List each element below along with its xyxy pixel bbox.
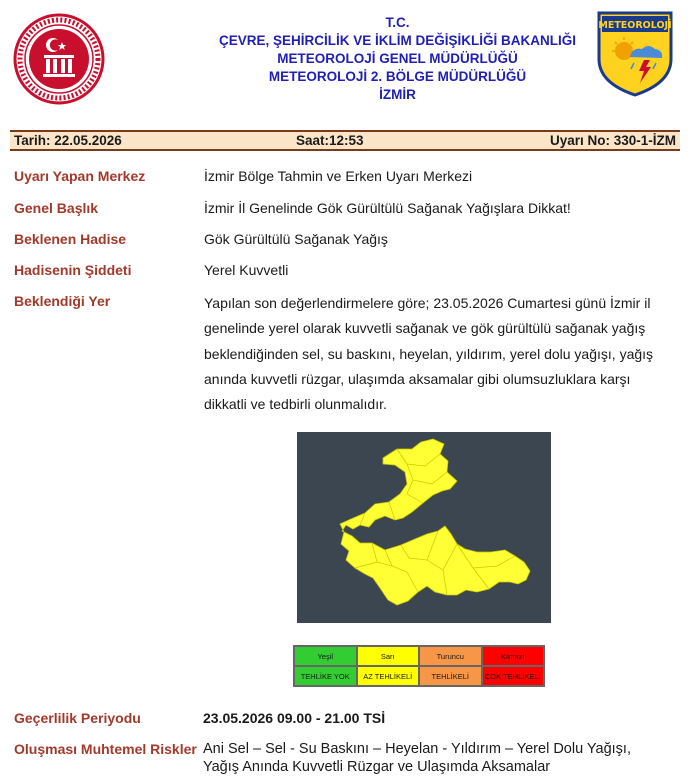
paragraph-line: genelinde yerel olarak kuvvetli sağanak ve gök gürültülü sağanak yağış — [204, 320, 646, 337]
document-header — [150, 14, 645, 104]
izmir-warning-map — [297, 432, 551, 623]
validity-period-value: 23.05.2026 09.00 - 21.00 TSİ — [203, 710, 386, 726]
paragraph-line: dikkatli ve tedbirli olunmalıdır. — [204, 396, 387, 413]
risk-line: Yağış Anında Kuvvetli Rüzgar ve Ulaşımda Aksamalar — [203, 759, 551, 775]
izmir-province-shape — [340, 439, 530, 605]
ministry-seal-logo — [13, 13, 105, 105]
paragraph-line: beklendiğinden sel, su baskını, heyelan, yıldırım, yerel dolu yağışı, yağış — [204, 345, 654, 362]
header-line-directorate: METEOROLOJİ GENEL MÜDÜRLÜĞÜ — [277, 51, 518, 66]
header-line-ministry: ÇEVRE, ŞEHİRCİLİK VE İKLİM DEĞİŞİKLİĞİ BAKANLIĞI — [218, 33, 577, 48]
legend-yellow-desc: AZ TEHLİKELİ — [357, 666, 420, 686]
warning-time: Saat:12:53 — [296, 133, 364, 148]
field-value: Yerel Kuvvetli — [204, 262, 289, 278]
paragraph-line: Yapılan son değerlendirmelere göre; 23.05.2026 Cumartesi günü İzmir il — [204, 295, 651, 311]
paragraph-line: anında kuvvetli rüzgar, ulaşımda aksamalar gibi olumsuzluklara karşı — [204, 370, 631, 387]
header-line-city: İZMİR — [379, 87, 416, 102]
legend-red-name: Kırmızı — [482, 646, 545, 666]
legend-orange-name: Turuncu — [419, 646, 482, 666]
validity-period-label: Geçerlilik Periyodu — [14, 710, 141, 726]
legend-green-name: Yeşil — [294, 646, 357, 666]
meteoroloji-logo-text: METEOROLOJİ — [598, 20, 672, 31]
header-line-tc: T.C. — [385, 15, 410, 30]
legend-orange-desc: TEHLİKELİ — [419, 666, 482, 686]
field-value: İzmir İl Genelinde Gök Gürültülü Sağanak Yağışlara Dikkat! — [204, 200, 571, 216]
expected-place-text — [204, 291, 676, 417]
field-value: İzmir Bölge Tahmin ve Erken Uyarı Merkezi — [204, 168, 473, 184]
legend-yellow-name: Sarı — [357, 646, 420, 666]
warning-level-legend — [293, 645, 545, 687]
warning-number: Uyarı No: 330-1-İZM — [549, 133, 676, 148]
risk-line: Ani Sel – Sel - Su Baskını – Heyelan - Yıldırım – Yerel Dolu Yağışı, — [203, 741, 631, 757]
field-label: Genel Başlık — [14, 200, 99, 216]
field-label: Hadisenin Şiddeti — [14, 262, 132, 278]
meteoroloji-logo — [596, 11, 674, 97]
possible-risks-value — [203, 740, 673, 776]
warning-date: Tarih: 22.05.2026 — [14, 133, 122, 148]
header-line-regional: METEOROLOJİ 2. BÖLGE MÜDÜRLÜĞÜ — [268, 69, 527, 84]
field-label: Beklendiği Yer — [14, 293, 111, 309]
possible-risks-label: Oluşması Muhtemel Riskler — [14, 741, 197, 757]
field-value: Gök Gürültülü Sağanak Yağış — [204, 231, 388, 247]
warning-info-bar — [10, 130, 680, 151]
field-label: Beklenen Hadise — [14, 231, 127, 247]
field-label: Uyarı Yapan Merkez — [14, 168, 146, 184]
legend-green-desc: TEHLİKE YOK — [294, 666, 357, 686]
legend-red-desc: ÇOK TEHLİKELİ — [482, 666, 545, 686]
